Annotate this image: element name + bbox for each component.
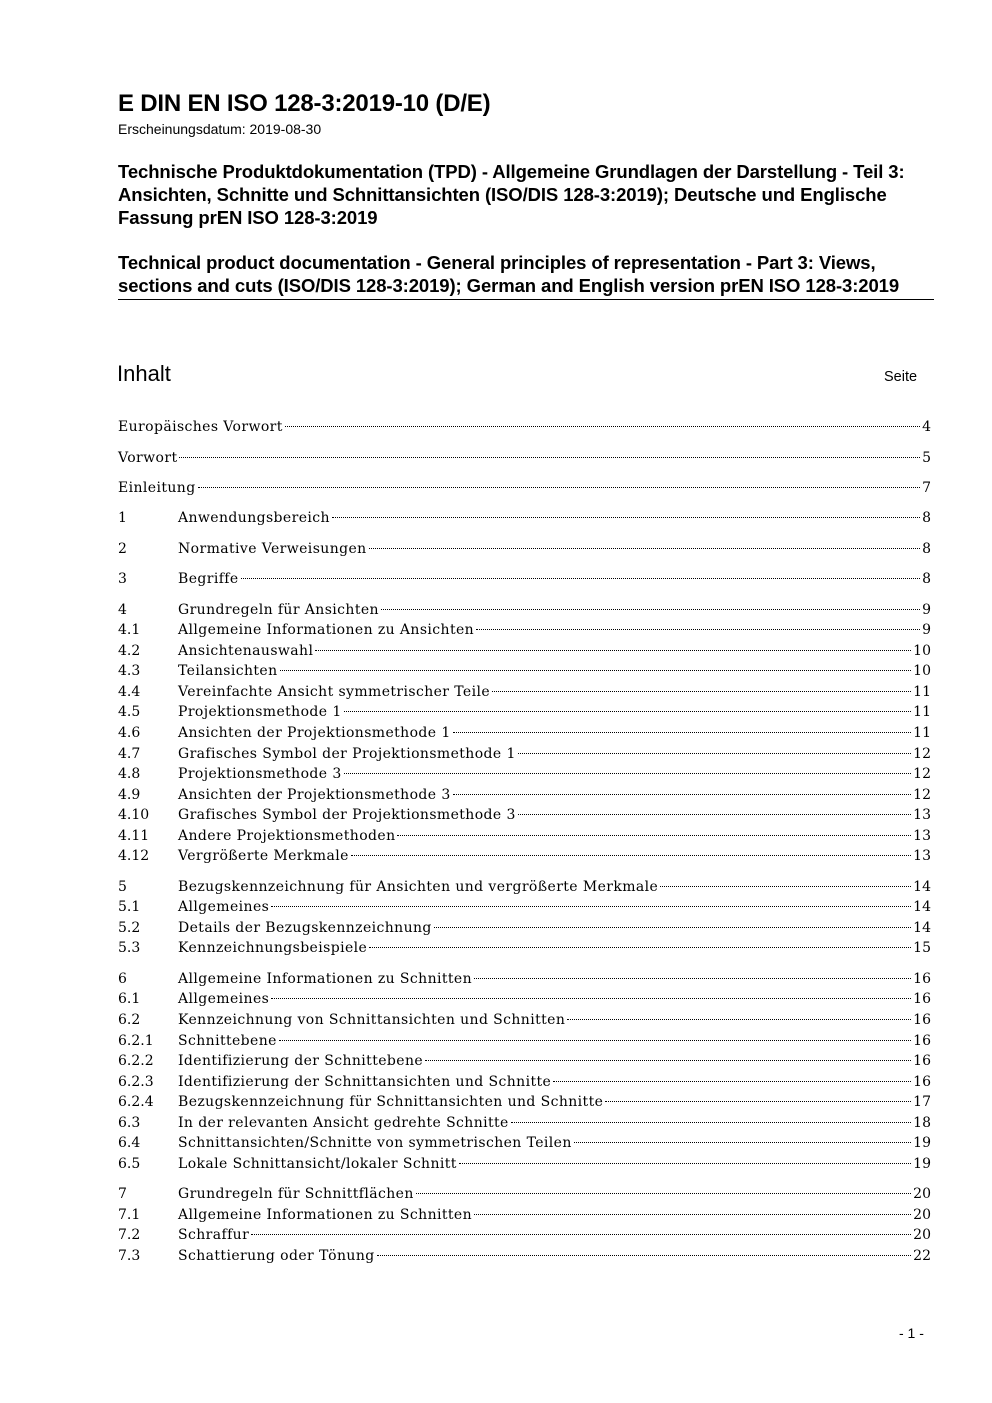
toc-entry-page: 12 [913, 746, 931, 762]
toc-dot-leader [476, 629, 920, 630]
toc-dot-leader [492, 691, 911, 692]
toc-entry-page: 14 [913, 879, 931, 895]
toc-entry[interactable] [118, 1225, 931, 1245]
toc-entry-page: 14 [913, 899, 931, 915]
toc-entry-label: Vorwort [118, 450, 178, 466]
toc-entry-number: 6.3 [118, 1115, 141, 1131]
toc-entry-number: 4.4 [118, 684, 141, 700]
toc-entry-page: 10 [913, 643, 931, 659]
toc-entry-number: 7.2 [118, 1227, 141, 1243]
toc-entry[interactable] [118, 1051, 931, 1071]
toc-entry[interactable] [118, 938, 931, 958]
toc-entry-label: Bezugskennzeichnung für Schnittansichten und Schnitte [178, 1094, 604, 1110]
toc-entry-page: 19 [913, 1156, 931, 1172]
toc-entry-label: Ansichtenauswahl [178, 643, 314, 659]
toc-entry[interactable] [118, 569, 931, 589]
toc-entry-label: Anwendungsbereich [178, 510, 330, 526]
toc-entry-label: Ansichten der Projektionsmethode 1 [178, 725, 451, 741]
toc-entry-number: 6 [118, 971, 127, 987]
toc-entry-number: 5 [118, 879, 127, 895]
toc-entry-number: 4.7 [118, 746, 141, 762]
toc-entry-page: 10 [913, 663, 931, 679]
toc-entry-label: Begriffe [178, 571, 239, 587]
toc-entry-label: Allgemeines [178, 899, 270, 915]
toc-entry-number: 5.2 [118, 920, 141, 936]
toc-dot-leader [315, 650, 911, 651]
title-german: Technische Produktdokumentation (TPD) - Allgemeine Grundlagen der Darstellung - Teil 3: Ansichten, Schnitte und Schnittansichten (ISO/DIS 128-3:2019); Deutsche und Englische Fassung prEN ISO 128-3:2019 [118, 161, 905, 228]
toc-entry-page: 11 [913, 725, 931, 741]
toc-entry-page: 13 [913, 828, 931, 844]
toc-dot-leader [660, 886, 911, 887]
toc-entry[interactable] [118, 1133, 931, 1153]
toc-entry-number: 6.2.1 [118, 1033, 154, 1049]
toc-dot-leader [459, 1163, 911, 1164]
toc-dot-leader [280, 670, 912, 671]
toc-entry-label: Vergrößerte Merkmale [178, 848, 349, 864]
toc-entry[interactable] [118, 1184, 931, 1204]
toc-entry[interactable] [118, 785, 931, 805]
toc-entry-number: 4 [118, 602, 127, 618]
toc-dot-leader [453, 732, 912, 733]
toc-entry[interactable] [118, 877, 931, 897]
toc-dot-leader [271, 906, 911, 907]
toc-entry-number: 7 [118, 1186, 127, 1202]
toc-entry-label: Allgemeines [178, 991, 270, 1007]
toc-entry-number: 4.2 [118, 643, 141, 659]
toc-entry-label: Identifizierung der Schnittansichten und Schnitte [178, 1074, 552, 1090]
toc-entry-page: 20 [913, 1227, 931, 1243]
toc-dot-leader [518, 814, 911, 815]
toc-dot-leader [279, 1040, 911, 1041]
toc-entry-label: Identifizierung der Schnittebene [178, 1053, 424, 1069]
toc-entry-page: 14 [913, 920, 931, 936]
toc-entry-label: Grafisches Symbol der Projektionsmethode 3 [178, 807, 516, 823]
toc-entry-number: 5.1 [118, 899, 141, 915]
toc-entry-page: 7 [922, 480, 931, 496]
toc-entry-label: Details der Bezugskennzeichnung [178, 920, 432, 936]
toc-dot-leader [198, 487, 921, 488]
toc-dot-leader [518, 753, 911, 754]
toc-entry[interactable] [118, 723, 931, 743]
toc-entry-number: 4.10 [118, 807, 150, 823]
toc-entry-page: 16 [913, 1053, 931, 1069]
toc-entry-label: Teilansichten [178, 663, 278, 679]
document-id: E DIN EN ISO 128-3:2019-10 (D/E) [118, 90, 491, 117]
toc-entry[interactable] [118, 826, 931, 846]
toc-entry[interactable] [118, 478, 931, 498]
toc-entry-page: 19 [913, 1135, 931, 1151]
toc-dot-leader [271, 998, 911, 999]
toc-entry-page: 9 [922, 602, 931, 618]
toc-entry-label: Ansichten der Projektionsmethode 3 [178, 787, 451, 803]
toc-entry-number: 4.5 [118, 704, 141, 720]
toc-entry-label: Projektionsmethode 3 [178, 766, 342, 782]
toc-entry-number: 4.3 [118, 663, 141, 679]
toc-entry-page: 8 [922, 571, 931, 587]
toc-entry-label: Schnittansichten/Schnitte von symmetrischen Teilen [178, 1135, 572, 1151]
toc-entry-label: Einleitung [118, 480, 196, 496]
toc-entry-number: 3 [118, 571, 127, 587]
toc-dot-leader [369, 548, 921, 549]
toc-entry[interactable] [118, 702, 931, 722]
toc-entry-page: 20 [913, 1207, 931, 1223]
toc-entry-label: Grundregeln für Schnittflächen [178, 1186, 414, 1202]
toc-entry-label: Bezugskennzeichnung für Ansichten und vergrößerte Merkmale [178, 879, 659, 895]
toc-entry[interactable] [118, 417, 931, 437]
toc-entry-label: Kennzeichnung von Schnittansichten und Schnitten [178, 1012, 566, 1028]
publication-date: Erscheinungsdatum: 2019-08-30 [118, 121, 322, 137]
toc-entry-page: 9 [922, 622, 931, 638]
toc-entry-number: 6.1 [118, 991, 141, 1007]
toc-dot-leader [416, 1193, 911, 1194]
toc-entry-number: 1 [118, 510, 127, 526]
toc-entry-label: Europäisches Vorwort [118, 419, 283, 435]
toc-dot-leader [351, 855, 911, 856]
toc-dot-leader [567, 1019, 911, 1020]
toc-entry-number: 7.1 [118, 1207, 141, 1223]
toc-entry-page: 16 [913, 1033, 931, 1049]
toc-dot-leader [511, 1122, 911, 1123]
toc-entry-page: 16 [913, 1074, 931, 1090]
toc-page-column-label: Seite [884, 369, 918, 385]
toc-entry[interactable] [118, 969, 931, 989]
toc-entry[interactable] [118, 805, 931, 825]
toc-entry[interactable] [118, 661, 931, 681]
toc-dot-leader [574, 1142, 911, 1143]
toc-entry-page: 15 [913, 940, 931, 956]
toc-dot-leader [369, 947, 911, 948]
toc-entry[interactable] [118, 897, 931, 917]
toc-entry[interactable] [118, 1154, 931, 1174]
toc-entry[interactable] [118, 620, 931, 640]
toc-entry[interactable] [118, 1246, 931, 1266]
toc-entry-number: 6.4 [118, 1135, 141, 1151]
toc-entry-number: 6.2.4 [118, 1094, 154, 1110]
toc-entry-number: 2 [118, 541, 127, 557]
toc-heading: Inhalt [117, 361, 171, 386]
toc-dot-leader [377, 1255, 912, 1256]
toc-entry-page: 13 [913, 848, 931, 864]
toc-dot-leader [553, 1081, 911, 1082]
toc-dot-leader [241, 578, 921, 579]
toc-entry-number: 6.2.2 [118, 1053, 154, 1069]
toc-entry[interactable] [118, 989, 931, 1009]
toc-dot-leader [344, 711, 912, 712]
toc-entry-label: Schnittebene [178, 1033, 277, 1049]
toc-dot-leader [453, 794, 912, 795]
toc-entry-page: 11 [913, 704, 931, 720]
toc-entry-label: Kennzeichnungsbeispiele [178, 940, 368, 956]
toc-entry-label: Schraffur [178, 1227, 250, 1243]
toc-dot-leader [344, 773, 912, 774]
toc-dot-leader [425, 1060, 911, 1061]
toc-entry[interactable] [118, 918, 931, 938]
toc-entry-page: 12 [913, 787, 931, 803]
toc-dot-leader [605, 1101, 911, 1102]
toc-entry-page: 16 [913, 971, 931, 987]
title-english: Technical product documentation - General principles of representation - Part 3: Views, sections and cuts (ISO/DIS 128-3:2019); German and English version prEN ISO 128-3:2019 [118, 251, 934, 300]
toc-entry[interactable] [118, 1205, 931, 1225]
toc-entry-label: Allgemeine Informationen zu Schnitten [178, 1207, 473, 1223]
toc-entry[interactable] [118, 539, 931, 559]
toc-entry[interactable] [118, 641, 931, 661]
toc-entry[interactable] [118, 846, 931, 866]
toc-entry[interactable] [118, 764, 931, 784]
toc-dot-leader [285, 426, 920, 427]
toc-dot-leader [381, 609, 920, 610]
toc-entry-page: 8 [922, 510, 931, 526]
toc-entry-label: In der relevanten Ansicht gedrehte Schnitte [178, 1115, 509, 1131]
toc-entry-number: 6.2 [118, 1012, 141, 1028]
toc-entry[interactable] [118, 1113, 931, 1133]
toc-entry-number: 7.3 [118, 1248, 141, 1264]
toc-entry-page: 8 [922, 541, 931, 557]
toc-entry-label: Schattierung oder Tönung [178, 1248, 375, 1264]
toc-entry-label: Allgemeine Informationen zu Schnitten [178, 971, 473, 987]
toc-entry-number: 4.6 [118, 725, 141, 741]
toc-entry-number: 6.2.3 [118, 1074, 154, 1090]
toc-entry-page: 4 [922, 419, 931, 435]
toc-entry-number: 4.9 [118, 787, 141, 803]
toc-entry-label: Grundregeln für Ansichten [178, 602, 379, 618]
toc-entry-page: 5 [922, 450, 931, 466]
toc-entry-label: Vereinfachte Ansicht symmetrischer Teile [178, 684, 491, 700]
toc-entry-page: 13 [913, 807, 931, 823]
toc-entry-number: 4.12 [118, 848, 150, 864]
toc-entry-label: Normative Verweisungen [178, 541, 367, 557]
toc-dot-leader [474, 978, 911, 979]
toc-dot-leader [251, 1234, 911, 1235]
toc-entry-page: 18 [913, 1115, 931, 1131]
toc-entry[interactable] [118, 682, 931, 702]
toc-entry[interactable] [118, 1010, 931, 1030]
toc-entry[interactable] [118, 744, 931, 764]
toc-entry-number: 5.3 [118, 940, 141, 956]
toc-entry[interactable] [118, 448, 931, 468]
toc-entry-label: Grafisches Symbol der Projektionsmethode 1 [178, 746, 516, 762]
toc-dot-leader [179, 457, 920, 458]
toc-entry-number: 4.11 [118, 828, 150, 844]
toc-entry-page: 12 [913, 766, 931, 782]
toc-entry-label: Projektionsmethode 1 [178, 704, 342, 720]
toc-entry[interactable] [118, 508, 931, 528]
toc-entry-number: 4.8 [118, 766, 141, 782]
toc-entry-page: 11 [913, 684, 931, 700]
toc-dot-leader [397, 835, 911, 836]
toc-entry-label: Lokale Schnittansicht/lokaler Schnitt [178, 1156, 457, 1172]
toc-entry-page: 16 [913, 991, 931, 1007]
toc-dot-leader [332, 517, 920, 518]
toc-entry-page: 17 [913, 1094, 931, 1110]
page-number: - 1 - [899, 1325, 924, 1341]
toc-entry[interactable] [118, 1092, 931, 1112]
toc-entry[interactable] [118, 600, 931, 620]
toc-entry-page: 20 [913, 1186, 931, 1202]
toc-entry-number: 6.5 [118, 1156, 141, 1172]
toc-entry-page: 22 [913, 1248, 931, 1264]
toc-dot-leader [434, 927, 911, 928]
toc-entry-number: 4.1 [118, 622, 141, 638]
toc-entry-label: Allgemeine Informationen zu Ansichten [178, 622, 475, 638]
toc-entry[interactable] [118, 1031, 931, 1051]
toc-entry-label: Andere Projektionsmethoden [178, 828, 396, 844]
toc-entry-page: 16 [913, 1012, 931, 1028]
toc-entry[interactable] [118, 1072, 931, 1092]
toc-dot-leader [474, 1214, 911, 1215]
